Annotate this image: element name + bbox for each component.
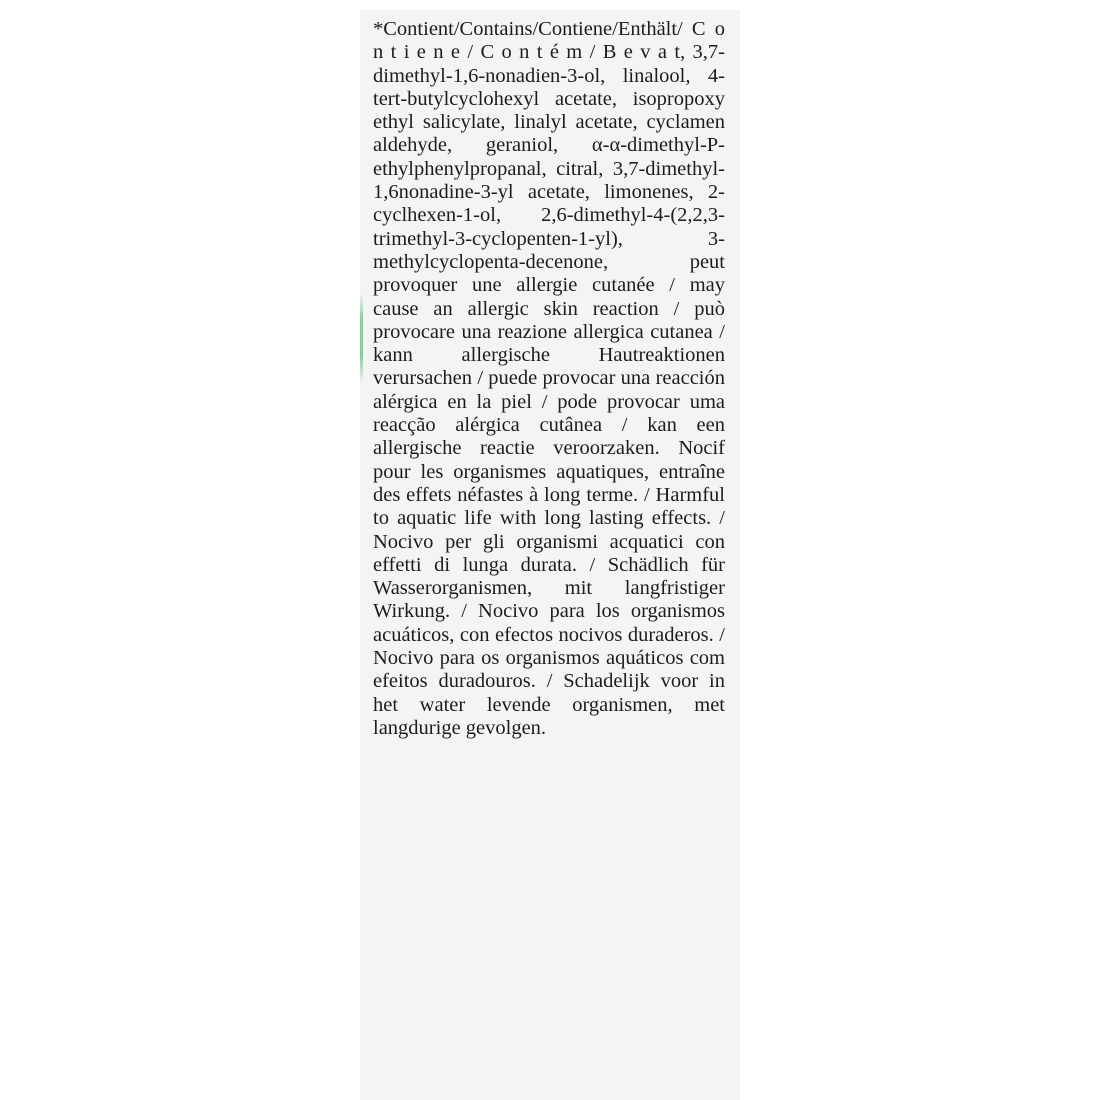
green-decorative-mark [360,293,363,383]
allergen-warning-text: *Contient/Contains/Contiene/Enthält/ C o n t i e n e / C o n t é m / B e v a t, 3,7-dimethyl-1,6-nonadien-3-ol, linalool, 4-tert-butylcyclohexyl acetate, isopropoxy ethyl salicylate, linalyl acetate, cyclamen aldehyde, geraniol, α-α-dimethyl-P-ethylphenylpropanal, citral, 3,7-dimethyl-1,6nonadine-3-yl acetate, limonenes, 2-cyclhexen-1-ol, 2,6-dimethyl-4-(2,2,3-trimethyl-3-cyclopenten-1-yl), 3-methylcyclopenta-decenone, peut provoquer une allergie cutanée / may cause an allergic skin reaction / può provocare una reazione allergica cutanea / kann allergische Hautreaktionen verursachen / puede provocar una reacción alérgica en la piel / pode provocar uma reacção alérgica cutânea / kan een allergische reactie veroorzaken. Nocif pour les organismes aquatiques, entraîne des effets néfastes à long terme. / Harmful to aquatic life with long lasting effects. / Nocivo per gli organismi acquatici con effetti di lunga durata. / Schädlich für Wasserorganismen, mit langfristiger Wirkung. / Nocivo para los organismos acuáticos, con efectos nocivos duraderos. / Nocivo para os organismos aquáticos com efeitos duradouros. / Schadelijk voor in het water levende organismen, met langdurige gevolgen. [373,18,725,739]
product-label-panel [360,10,740,1100]
